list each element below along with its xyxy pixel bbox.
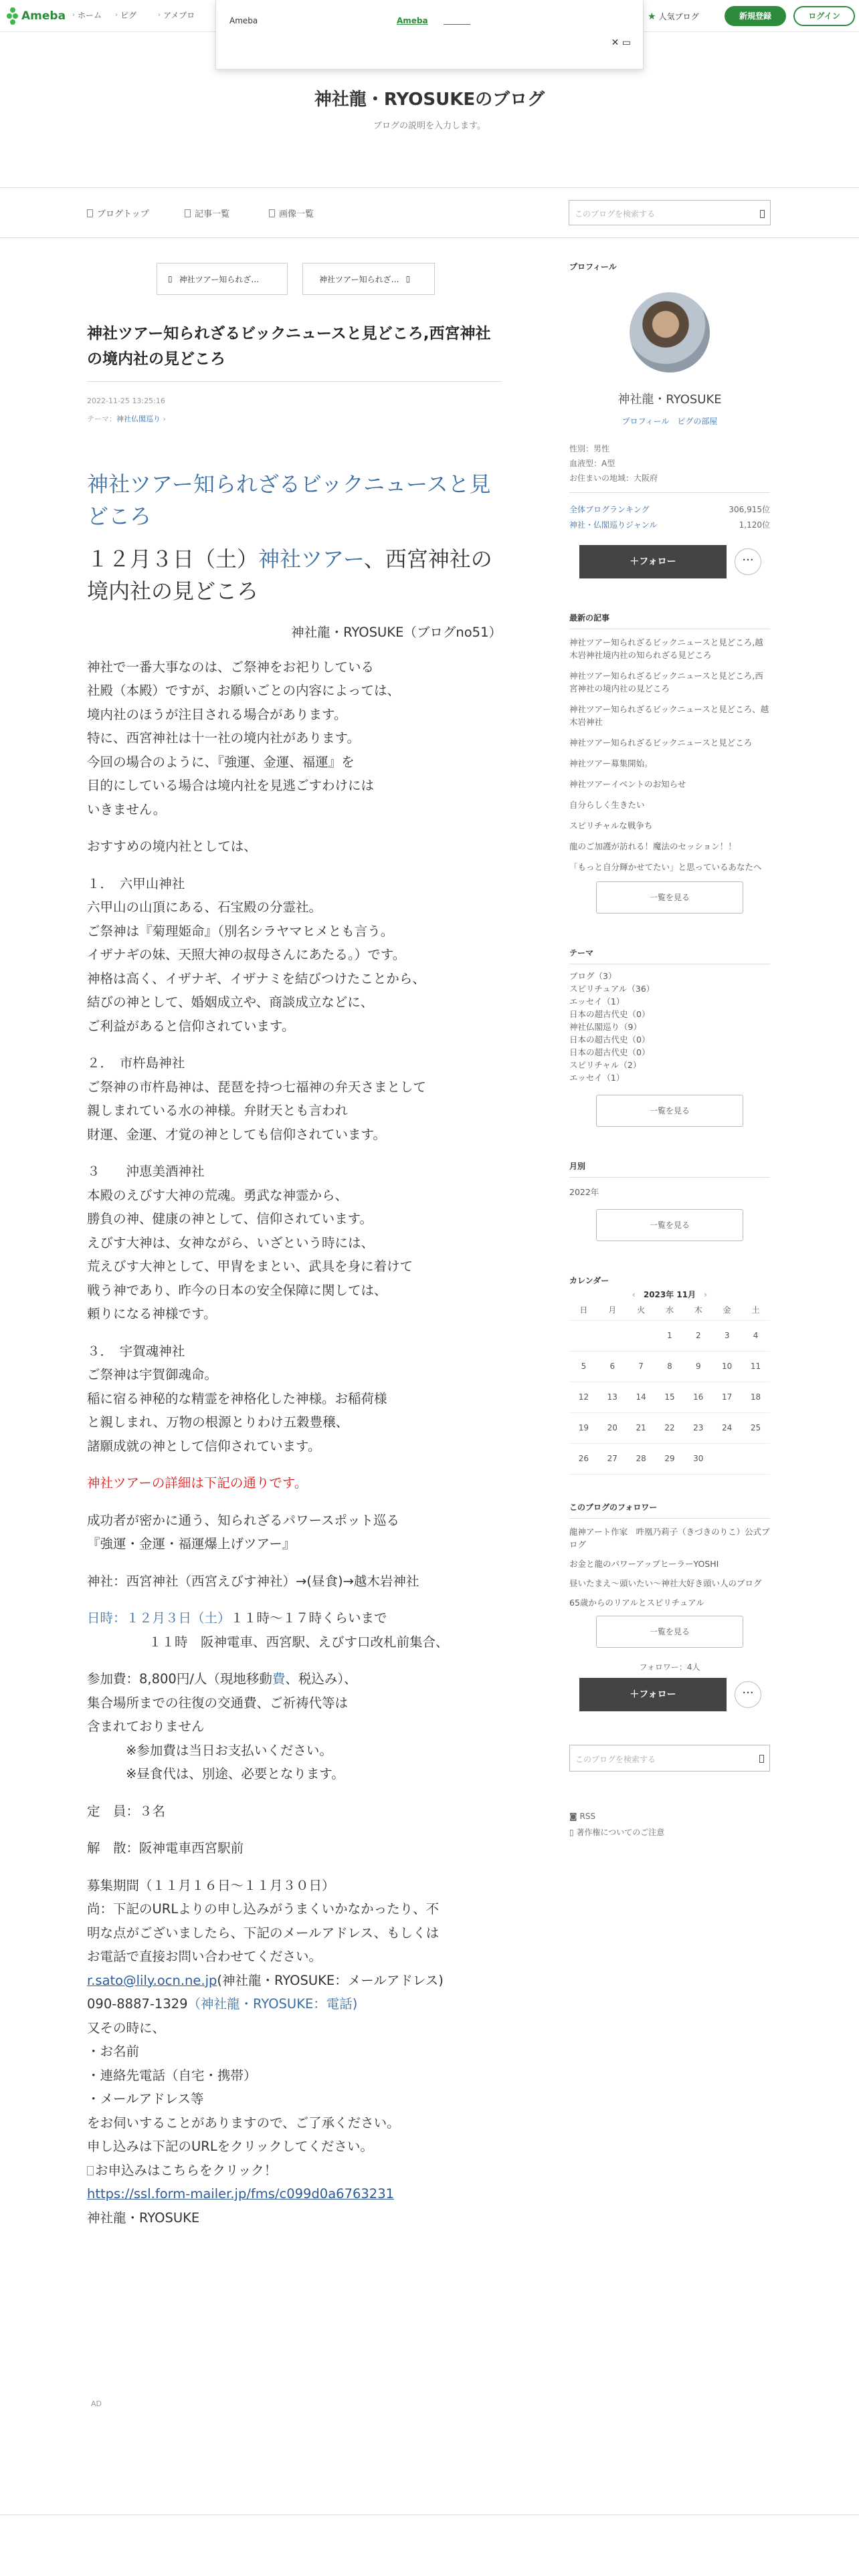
sidebar-search-input[interactable]: このブログを検索する — [569, 1745, 770, 1772]
text-line: ご祭神の市杵島神は、琵琶を持つ七福神の弁天さまとして — [87, 1079, 427, 1095]
calendar-day: 21 — [636, 1423, 646, 1432]
text-line: 本殿のえびす大神の荒魂。勇武な神霊から、 — [87, 1187, 349, 1203]
ameba-logo-icon — [7, 7, 19, 25]
nav-image-list[interactable]: 画像一覧 — [269, 207, 314, 219]
theme-link[interactable]: エッセイ（1） — [569, 996, 625, 1006]
text-line: いきません。 — [87, 801, 167, 817]
follower-link[interactable]: 昼いたまえ〜頭いたい〜神社大好き頭い人のブログ — [569, 1578, 762, 1588]
theme-link[interactable]: 神社仏閣巡り（9） — [569, 1022, 642, 1032]
text-line: 尚：下記のURLよりの申し込みがうまくいかなかったり、不 — [87, 1901, 440, 1917]
theme-link[interactable]: 神社仏閣巡り — [116, 415, 161, 423]
calendar-day: 11 — [750, 1362, 761, 1371]
pigg-room-link[interactable]: ピグの部屋 — [677, 417, 718, 426]
text-line: 結びの神として、婚姻成立や、商談成立などに、 — [87, 994, 374, 1010]
calendar-day: 16 — [693, 1392, 704, 1402]
search-icon[interactable] — [760, 210, 765, 218]
text-line: 頼りになる神様です。 — [87, 1306, 217, 1321]
signature: 神社龍・RYOSUKE — [87, 2210, 200, 2226]
chevron-right-icon: › — [163, 415, 166, 423]
text-line: 明な点がございましたら、下記のメールアドレス、もしくは — [87, 1925, 440, 1941]
email-link[interactable]: r.sato@lily.ocn.ne.jp — [87, 1972, 217, 1988]
calendar-day: 12 — [578, 1392, 589, 1402]
ameba-logo[interactable]: Ameba — [7, 6, 66, 26]
divider — [87, 381, 502, 382]
divider — [569, 1177, 770, 1178]
calendar-day: 13 — [607, 1392, 617, 1402]
text-line: ３． 宇賀魂神社 — [87, 1343, 185, 1359]
recent-entry-link[interactable]: 神社ツアー募集開始。 — [569, 758, 653, 768]
text-line: ご祭神は『菊理姫命』（別名シラヤマヒメとも言う。 — [87, 923, 394, 939]
text-line: 今回の場合のように、『強運、金運、福運』を — [87, 754, 355, 770]
calendar-day: 24 — [722, 1423, 733, 1432]
calendar-day: 19 — [578, 1423, 589, 1432]
more-options-icon[interactable]: ··· — [735, 1681, 761, 1708]
weekday: 水 — [665, 1305, 674, 1315]
calendar-day: 14 — [636, 1392, 646, 1402]
shrine-block — [87, 1160, 502, 1326]
monthly-more-button[interactable]: 一覧を見る — [596, 1209, 743, 1241]
profile-gender: 性別：男性 — [569, 444, 610, 453]
recent-entry-link[interactable]: 神社ツアー知られざるビックニュースと見どころ — [569, 738, 753, 748]
capacity: 定 員：３名 — [87, 1803, 166, 1819]
chevron-right-icon[interactable]: › — [704, 1290, 708, 1299]
article-date: 2022-11-25 13:25:16 — [87, 397, 165, 405]
follower-count: フォロワー：4人 — [639, 1662, 700, 1672]
popover-divider — [444, 24, 470, 25]
blog-subnav — [0, 187, 859, 238]
calendar-day: 22 — [664, 1423, 675, 1432]
text-line: ご利益があると信仰されています。 — [87, 1018, 295, 1034]
text-line: ご祭神は宇賀御魂命。 — [87, 1367, 218, 1382]
text-line: 荒えびす大神として、甲冑をまとい、武具を身に着けて — [87, 1259, 413, 1274]
list-icon — [185, 209, 191, 217]
profile-region: お住まいの地域：大阪府 — [569, 473, 658, 483]
text-line: 戦う神であり、昨今の日本の安全保障に関しては、 — [87, 1282, 387, 1298]
text-line: ２． 市杵島神社 — [87, 1055, 185, 1071]
chevron-right-icon: › — [158, 11, 161, 19]
phone-number: 090-8887-1329 — [87, 1996, 188, 2012]
theme-link[interactable]: 日本の超古代史（0） — [569, 1035, 650, 1045]
calendar-day: 23 — [693, 1423, 704, 1432]
calendar-day: 27 — [607, 1454, 617, 1463]
nav-entry-list[interactable]: 記事一覧 — [185, 207, 229, 219]
close-icon[interactable]: ✕ ▭ — [611, 37, 631, 48]
monthly-link[interactable]: 2022年 — [569, 1187, 599, 1197]
calendar-day — [627, 1320, 656, 1351]
tour-route: 神社：西宮神社（西宮えびす神社）→(昼食)→越木岩神社 — [87, 1573, 419, 1589]
followers-heading: このブログのフォロワー — [569, 1502, 658, 1512]
calendar-day: 9 — [695, 1362, 701, 1371]
profile-heading: プロフィール — [569, 262, 617, 272]
tour-notice: 神社ツアーの詳細は下記の通りです。 — [87, 1475, 308, 1491]
recent-heading: 最新の記事 — [569, 613, 610, 623]
calendar-day: 4 — [753, 1331, 759, 1340]
theme-heading: テーマ — [569, 948, 594, 958]
monthly-heading: 月別 — [569, 1162, 586, 1171]
theme-link[interactable]: ブログ（3） — [569, 971, 617, 981]
calendar-day — [598, 1320, 627, 1351]
calendar-day: 20 — [607, 1423, 617, 1432]
recent-entry-link[interactable]: 神社ツアー知られざるビックニュースと見どころ,越木岩神社境内社の知られざる見どころ — [569, 637, 763, 660]
next-entry-button[interactable]: 神社ツアー知られざ… ▯ — [302, 263, 435, 295]
calendar-day: 30 — [693, 1454, 704, 1463]
genre-ranking-link[interactable]: 神社・仏閣巡りジャンル — [569, 520, 658, 530]
popular-blogs-link[interactable]: ★ 人気ブログ — [648, 11, 699, 22]
text-line: 申し込みは下記のURLをクリックしてください。 — [87, 2139, 373, 2154]
follower-link[interactable]: 龍神アート作家 吽凰乃莉子（きづきのりこ）公式ブログ — [569, 1526, 770, 1549]
sidebar — [569, 261, 770, 1838]
text-line: 諸願成就の神として信仰されています。 — [87, 1438, 321, 1454]
genre-rank: 1,120位 — [739, 520, 770, 530]
login-button[interactable]: ログイン — [793, 6, 855, 26]
theme-link[interactable]: スピリチュアル（36） — [569, 984, 655, 994]
chevron-left-icon[interactable]: ‹ — [632, 1290, 636, 1299]
application-url-link[interactable]: https://ssl.form-mailer.jp/fms/c099d0a6763231 — [87, 2186, 395, 2202]
follow-button-bottom[interactable]: ＋フォロー — [579, 1678, 727, 1711]
chevron-right-icon: › — [115, 11, 118, 19]
profile-link[interactable]: プロフィール — [622, 417, 670, 426]
tour-intro — [87, 1509, 502, 1556]
weekday: 日 — [579, 1305, 588, 1315]
calendar-day: 2 — [695, 1331, 701, 1340]
weekday: 金 — [723, 1305, 731, 1315]
calendar-day — [569, 1320, 598, 1351]
text-line: 財運、金運、才覚の神としても信仰されています。 — [87, 1126, 386, 1142]
article-theme: テーマ：神社仏閣巡り › — [87, 415, 166, 423]
shrine-block — [87, 872, 502, 1039]
profile-name[interactable]: 神社龍・RYOSUKE — [617, 393, 722, 407]
popover-label: Ameba — [229, 16, 258, 25]
recent-entry-link[interactable]: スピリチャルな戦争ち — [569, 821, 653, 831]
image-icon — [269, 209, 275, 217]
text-line: ・メールアドレス等 — [87, 2091, 204, 2107]
crown-icon: ★ — [648, 11, 656, 22]
weekday: 土 — [751, 1305, 760, 1315]
overall-rank: 306,915位 — [729, 505, 770, 514]
follower-link[interactable]: 65歳からのリアルとスピリチュアル — [569, 1597, 704, 1608]
nav-home[interactable]: › ホーム — [72, 11, 102, 20]
popover-link[interactable]: Ameba — [397, 16, 428, 25]
text-line: 集合場所までの往復の交通費、ご祈祷代等は — [87, 1695, 349, 1711]
footer-divider — [0, 2514, 859, 2515]
calendar-day: 25 — [750, 1423, 761, 1432]
search-icon[interactable] — [759, 1755, 764, 1763]
more-options-icon[interactable]: ··· — [735, 548, 761, 575]
text-line: 目的にしている場合は境内社を見逃ごすわけには — [87, 778, 375, 793]
text-line: イザナギの妹、天照大神の叔母さんにあたる。）です。 — [87, 947, 406, 962]
text-line: 成功者が密かに通う、知られざるパワースポット巡る — [87, 1512, 400, 1528]
theme-link[interactable]: エッセイ（1） — [569, 1073, 625, 1083]
followers-more-button[interactable]: 一覧を見る — [596, 1616, 743, 1648]
calendar-month: ‹ 2023年 11月 › — [632, 1290, 708, 1299]
text-line: をお伺いすることがありますので、ご了承ください。 — [87, 2115, 400, 2131]
weekday: 木 — [694, 1305, 702, 1315]
recent-entry-link[interactable]: 神社ツアーイベントのお知らせ — [569, 779, 686, 789]
calendar-heading: カレンダー — [569, 1276, 609, 1285]
text-line: 神社で一番大事なのは、ご祭神をお祀りしている — [87, 659, 375, 675]
text-line: 特に、西宮神社は十一社の境内社があります。 — [87, 730, 360, 746]
article-header — [87, 321, 502, 424]
text-line: えびす大神は、女神ながら、いざという時には、 — [87, 1235, 375, 1251]
text-line: 稲に宿る神秘的な精霊を神格化した神様。お稲荷様 — [87, 1390, 387, 1406]
recruit-period: 募集期間（１１月１６日～１１月３０日） — [87, 1877, 335, 1893]
profile-blood: 血液型：A型 — [569, 459, 615, 468]
nav-blog-top[interactable]: ブログトップ — [87, 207, 149, 219]
article-heading-2: １２月３日（土）神社ツアー、西宮神社の境内社の見どころ — [87, 546, 492, 604]
info-icon: ▯ — [569, 1827, 574, 1837]
calendar-day: 5 — [581, 1362, 587, 1371]
theme-link[interactable]: スピリチャル（2） — [569, 1060, 642, 1070]
blog-description: ブログの説明を入力します。 — [373, 121, 486, 131]
blog-title[interactable]: 神社龍・RYOSUKEのブログ — [314, 90, 545, 110]
text-line: 境内社のほうが注目される場合があります。 — [87, 706, 347, 722]
recent-entry-link[interactable]: 「もっと自分輝かせてたい」と思っているあなたへ — [569, 862, 762, 872]
text-line: 又その時に、 — [87, 2020, 166, 2036]
text-line: ※昼食代は、別途、必要となります。 — [126, 1766, 345, 1782]
signup-button[interactable]: 新規登録 — [725, 6, 786, 26]
chevron-right-icon: ▯ — [405, 274, 411, 284]
calendar-day: 29 — [664, 1454, 675, 1463]
schedule: 日時：１２月３日（土）１１時～１７時くらいまで １１時 阪神電車、西宮駅、えびす口改札前集合、 — [87, 1606, 502, 1654]
calendar-day: 7 — [638, 1362, 644, 1371]
blog-search-input[interactable]: このブログを検索する — [569, 200, 771, 225]
text-line: ※参加費は当日お支払いください。 — [126, 1742, 332, 1758]
text-line: 神格は高く、イザナギ、イザナミを結びつけたことから、 — [87, 970, 425, 986]
fee-block: 参加費：8,800円/人（現地移動費、税込み）、 集合場所までの往復の交通費、ご祈祷代等は 含まれておりません ※参加費は当日お支払いください。 ※昼食代は、別途、必要となります。 — [87, 1667, 502, 1786]
text-line: 六甲山の山頂にある、石宝殿の分霊社。 — [87, 899, 322, 915]
recent-entry-link[interactable]: 龍のご加護が訪れる！魔法のセッション！！ — [569, 841, 737, 851]
overall-ranking-link[interactable]: 全体ブログランキング — [569, 505, 650, 514]
weekday: 月 — [608, 1305, 617, 1315]
calendar-day: 1 — [667, 1331, 672, 1340]
nav-pigg[interactable]: › ピグ — [115, 11, 137, 20]
theme-more-button[interactable]: 一覧を見る — [596, 1095, 743, 1127]
shrine-block — [87, 1339, 502, 1459]
avatar[interactable] — [630, 292, 710, 372]
recommend-line: おすすめの境内社としては、 — [87, 839, 257, 854]
intro-paragraph — [87, 655, 502, 822]
broken-image-icon — [87, 2166, 94, 2175]
tour-hashtag-link[interactable]: 神社ツアー — [258, 546, 364, 572]
shrine-block — [87, 1051, 502, 1146]
divider — [569, 1518, 770, 1519]
dissolve-point: 解 散：阪神電車西宮駅前 — [87, 1840, 244, 1856]
recent-entry-link[interactable]: 神社ツアー知られざるビックニュースと見どころ、越木岩神社 — [569, 704, 769, 727]
text-line: 親しまれている水の神様。弁財天とも言われ — [87, 1103, 349, 1118]
theme-link[interactable]: 日本の超古代史（0） — [569, 1009, 650, 1019]
article-body: 神社ツアー知られざるビックニュースと見どころ １２月３日（土）神社ツアー、西宮神社の境内社の見どころ 神社龍・RYOSUKE（ブログno51） 神社で一番大事なのは、ご祭神をお祀りしている 社殿（本殿）ですが、お願いごとの内容によっては、 境内社のほうが注目される場合があります。 特に、西宮神社は十一社の境内社があります。 今回の場合のように、『強運、金運、福運』を 目的にしている場合は境内社を見逃ごすわけには いきません。 おすすめの境内社としては、 １． 六甲山神社 六甲山の山頂にある、石宝殿の分霊社。 ご祭神は『菊理姫命』（別名シラヤマヒメとも言う。 イザナギの妹、天照大神の叔母さんにあたる。）です。 神格は高く、イザナギ、イザナミを結びつけたことから、 結びの神として、婚姻成立や、商談成立などに、 ご利益があると信仰されています。 ２． 市杵島神社 ご祭神の市杵島神は、琵琶を持つ七福神の弁天さまとして 親しまれている水の神様。弁財天とも言われ 財運、金運、才覚の神としても信仰されています。 ３ 沖恵美酒神社 本殿のえびす大神の荒魂。勇武な神霊から、 勝負の神、健康の神として、信仰されています。 えびす大神は、女神ながら、いざという時には、 荒えびす大神として、甲冑をまとい、武具を身に着けて 戦う神であり、昨今の日本の安全保障に関しては、 頼りになる神様です。 ３． 宇賀魂神社 ご祭神は宇賀御魂命。 稲に宿る神秘的な精霊を神格化した神様。お稲荷様 と親しまれ、万物の根源とりわけ五穀豊穣、 諸願成就の神として信仰されています。 神社ツアーの詳細は下記の通りです。 成功者が密かに通う、知られざるパワースポット巡る 『強運・金運・福運爆上げツアー』 神社：西宮神社（西宮えびす神社）→(昼食)→越木岩神社 日時：１２月３日（土）１１時～１７時くらいまで １１時 阪神電車、西宮駅、えびす口改札前集合、 参加費：8,800円/人（現地移動費、税込み）、 集合場所までの往復の交通費、ご祈祷代等は 含まれておりません ※参加費は当日お支払いください。 ※昼食代は、別途、必要となります。 定 員：３名 解 散：阪神電車西宮駅前 募集期間（１１月１６日～１１月３０日） 尚：下記のURLよりの申し込みがうまくいかなかったり、不 明な点がございましたら、下記のメールアドレス、もしくは お電話で直接お問い合わせてください。 r.sato@lily.ocn.ne.jp(神社龍・RYOSUKE：メールアドレス) 090-8887-1329（神社龍・RYOSUKE：電話) 又その時に、 ・お名前 ・連絡先電話（自宅・携帯） ・メールアドレス等 をお伺いすることがありますので、ご了承ください。 申し込みは下記のURLをクリックしてください。 お申込みはこちらをクリック！ https://ssl.form-mailer.jp/fms/c099d0a6763231 神社龍・RYOSUKE — [87, 468, 502, 2230]
calendar-day: 28 — [636, 1454, 646, 1463]
phone-link[interactable]: （神社龍・RYOSUKE：電話) — [187, 1996, 358, 2012]
recent-entry-link[interactable]: 自分らしく生きたい — [569, 800, 645, 810]
text-line: 含まれておりません — [87, 1719, 205, 1734]
text-line: １１時 阪神電車、西宮駅、えびす口改札前集合、 — [149, 1634, 449, 1650]
text-line: ３ 沖恵美酒神社 — [87, 1164, 205, 1179]
calendar-day: 10 — [722, 1362, 733, 1371]
calendar — [569, 1300, 770, 1475]
calendar-day: 26 — [578, 1454, 589, 1463]
prev-entry-button[interactable]: ▯ 神社ツアー知られざ… — [157, 263, 288, 295]
chevron-left-icon: ▯ — [168, 274, 173, 284]
calendar-day: 8 — [667, 1362, 672, 1371]
popover-panel — [215, 0, 644, 70]
text-line: 社殿（本殿）ですが、お願いごとの内容によっては、 — [87, 683, 401, 698]
chevron-right-icon: › — [72, 11, 75, 19]
calendar-day: 3 — [724, 1331, 730, 1340]
text-line: １． 六甲山神社 — [87, 875, 185, 891]
calendar-day: 18 — [750, 1392, 761, 1402]
calendar-day — [741, 1443, 770, 1474]
ad-label: AD — [91, 2399, 102, 2408]
calendar-day: 15 — [664, 1392, 675, 1402]
copyright-link[interactable]: ▯ 著作権についてのご注意 — [569, 1827, 665, 1837]
theme-link[interactable]: 日本の超古代史（0） — [569, 1047, 650, 1057]
text-line: 勝負の神、健康の神として、信仰されています。 — [87, 1211, 373, 1226]
article-title[interactable]: 神社ツアー知られざるビックニュースと見どころ,西宮神社の境内社の見どころ — [87, 325, 491, 368]
article-heading-1: 神社ツアー知られざるビックニュースと見どころ — [87, 471, 491, 529]
calendar-day: 6 — [609, 1362, 615, 1371]
text-line: ・連絡先電話（自宅・携帯） — [87, 2067, 257, 2083]
text-line: 『強運・金運・福運爆上げツアー』 — [87, 1536, 296, 1551]
text-line: と親しまれ、万物の根源とりわけ五穀豊穣、 — [87, 1414, 349, 1430]
author-line: 神社龍・RYOSUKE（ブログno51） — [291, 625, 502, 640]
weekday: 火 — [637, 1305, 646, 1315]
rss-link[interactable]: ◙ RSS — [569, 1811, 596, 1821]
calendar-day — [712, 1443, 741, 1474]
recent-more-button[interactable]: 一覧を見る — [596, 881, 743, 914]
follow-button[interactable]: ＋フォロー — [579, 545, 727, 578]
apply-image-link[interactable]: お申込みはこちらをクリック！ — [87, 2159, 502, 2183]
rss-icon: ◙ — [569, 1811, 577, 1821]
document-icon — [87, 209, 93, 217]
divider — [569, 492, 770, 493]
nav-ameblo[interactable]: › アメブロ — [158, 11, 195, 20]
text-line: ・お名前 — [87, 2044, 140, 2059]
follower-link[interactable]: お金と龍のパワーアップヒーラーYOSHI — [569, 1558, 719, 1569]
calendar-day: 17 — [722, 1392, 733, 1402]
text-line: お電話で直接お問い合わせてください。 — [87, 1949, 322, 1964]
recent-entry-link[interactable]: 神社ツアー知られざるビックニュースと見どころ,西宮神社の境内社の見どころ — [569, 671, 763, 693]
